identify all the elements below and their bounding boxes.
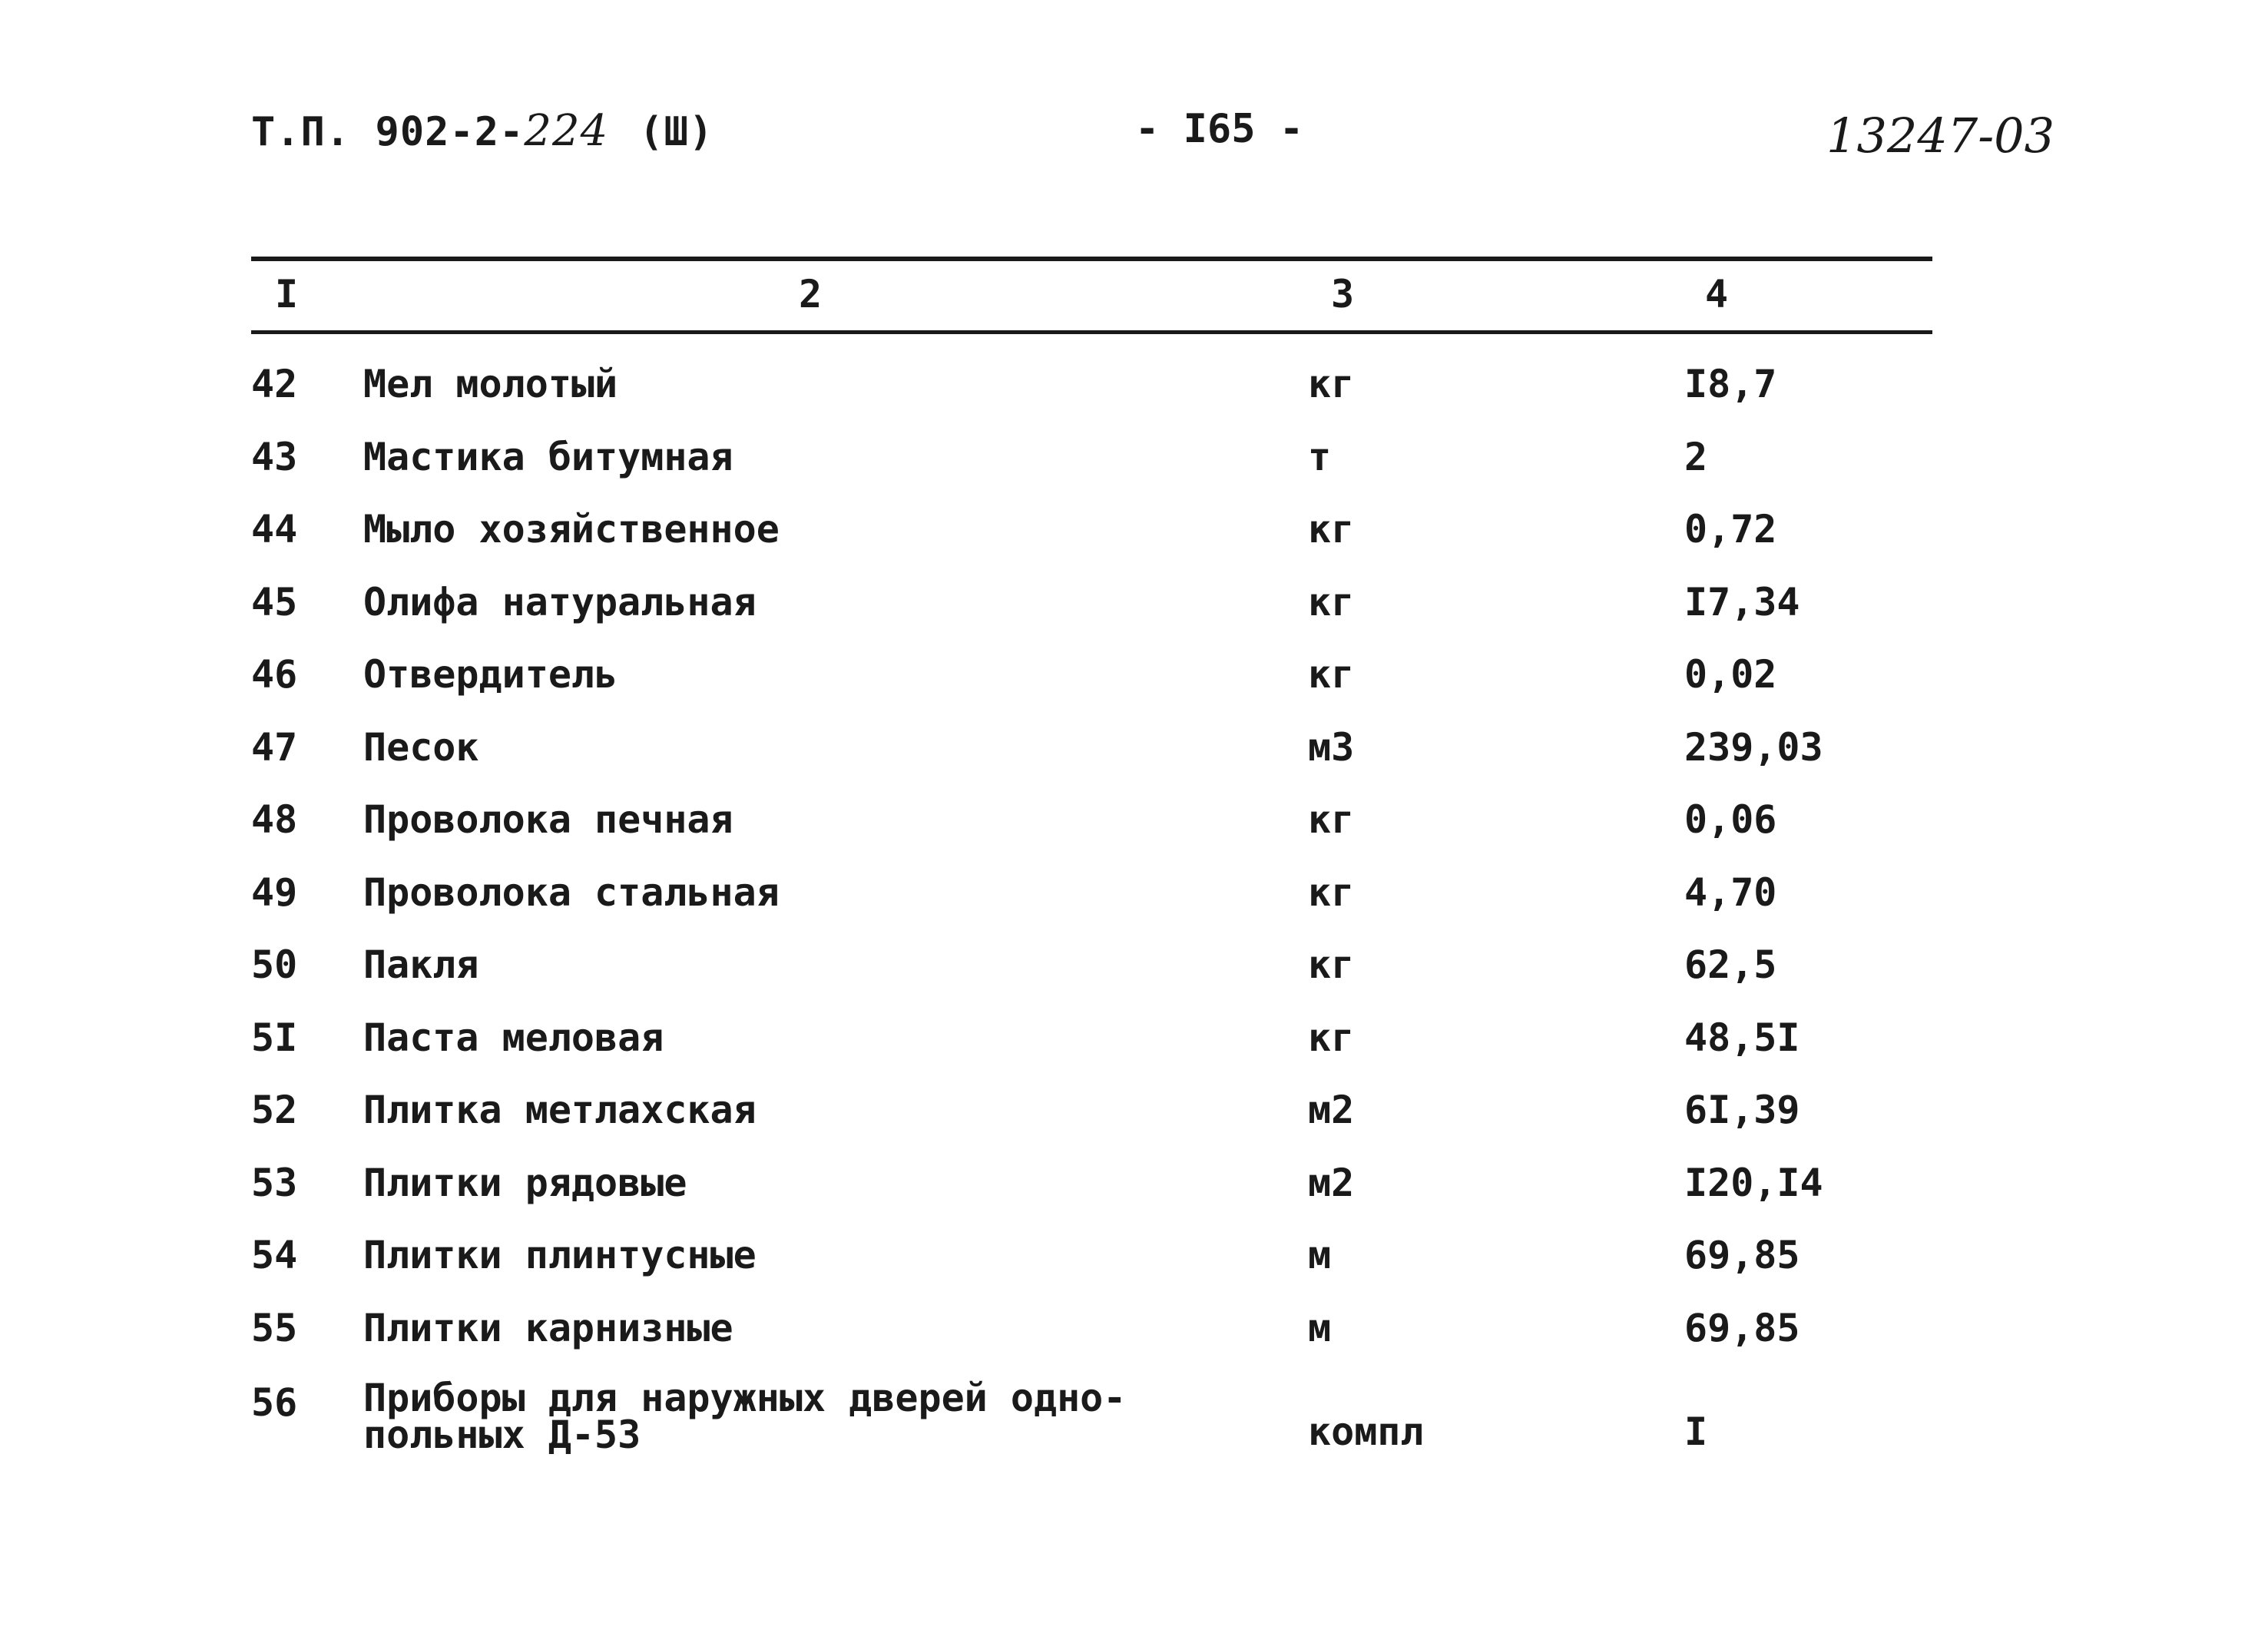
unit: кг [1308, 362, 1355, 406]
material-name-line-2: польных Д-53 [363, 1413, 641, 1457]
row-number: 43 [251, 435, 298, 479]
quantity: 0,02 [1684, 652, 1777, 697]
material-name: Проволока печная [363, 797, 733, 842]
quantity: I20,I4 [1684, 1161, 1823, 1205]
row-number: 42 [251, 362, 298, 406]
unit: м2 [1308, 1161, 1355, 1205]
unit: м3 [1308, 725, 1355, 770]
table-top-rule [251, 257, 1932, 261]
table-row [0, 579, 2268, 625]
unit: кг [1308, 942, 1355, 987]
quantity: 62,5 [1684, 942, 1777, 987]
column-header-4: 4 [1705, 272, 1729, 316]
table-row [0, 1015, 2268, 1061]
document-series: (Ш) [639, 109, 714, 155]
material-name: Мыло хозяйственное [363, 507, 780, 552]
unit: кг [1308, 580, 1355, 624]
unit: м [1308, 1233, 1332, 1277]
quantity: 69,85 [1684, 1233, 1800, 1277]
table-row [0, 942, 2268, 988]
document-code-handwritten-suffix: 224 [524, 106, 609, 156]
material-name: Плитки плинтусные [363, 1233, 757, 1277]
material-name: Плитки карнизные [363, 1306, 733, 1350]
material-name: Отвердитель [363, 652, 618, 697]
quantity: 2 [1684, 435, 1708, 479]
table-row [0, 1376, 2268, 1457]
material-name [363, 1376, 1285, 1457]
row-number: 54 [251, 1233, 298, 1277]
table-row [0, 361, 2268, 407]
material-name: Проволока стальная [363, 870, 780, 915]
row-number: 44 [251, 507, 298, 552]
table-row [0, 724, 2268, 770]
material-name: Плитка метлахская [363, 1088, 757, 1132]
row-number: 47 [251, 725, 298, 770]
table-row [0, 1232, 2268, 1278]
unit: т [1308, 435, 1332, 479]
row-number: 55 [251, 1306, 298, 1350]
unit: кг [1308, 870, 1355, 915]
column-header-1: I [275, 272, 299, 316]
quantity: 239,03 [1684, 725, 1823, 770]
row-number: 50 [251, 942, 298, 987]
quantity: 4,70 [1684, 870, 1777, 915]
row-number: 53 [251, 1161, 298, 1205]
quantity: 0,06 [1684, 797, 1777, 842]
unit: кг [1308, 507, 1355, 552]
quantity: 69,85 [1684, 1306, 1800, 1350]
material-name: Плитки рядовые [363, 1161, 687, 1205]
material-name: Мел молотый [363, 362, 618, 406]
quantity: I8,7 [1684, 362, 1777, 406]
column-header-3: 3 [1331, 272, 1355, 316]
row-number: 46 [251, 652, 298, 697]
material-name: Мастика битумная [363, 435, 733, 479]
column-header-2: 2 [799, 272, 823, 316]
material-name: Пакля [363, 942, 479, 987]
unit: компл [1308, 1409, 1424, 1454]
quantity: 48,5I [1684, 1015, 1800, 1060]
table-row [0, 1160, 2268, 1206]
table-row [0, 434, 2268, 480]
material-name-line-1: Приборы для наружных дверей одно- [363, 1376, 1127, 1420]
table-row [0, 1087, 2268, 1133]
material-name: Песок [363, 725, 479, 770]
quantity: I7,34 [1684, 580, 1800, 624]
row-number: 52 [251, 1088, 298, 1132]
unit: м2 [1308, 1088, 1355, 1132]
quantity: 0,72 [1684, 507, 1777, 552]
document-code [251, 106, 714, 156]
unit: кг [1308, 1015, 1355, 1060]
material-name: Паста меловая [363, 1015, 664, 1060]
unit: кг [1308, 797, 1355, 842]
quantity: 6I,39 [1684, 1088, 1800, 1132]
table-header-rule [251, 330, 1932, 334]
archive-number: 13247-03 [1826, 108, 2055, 164]
table-row [0, 651, 2268, 697]
quantity: I [1684, 1409, 1708, 1454]
row-number: 5I [251, 1015, 298, 1060]
row-number: 56 [251, 1380, 298, 1425]
page-number: - I65 - [1135, 106, 1304, 152]
unit: м [1308, 1306, 1332, 1350]
table-row [0, 1305, 2268, 1351]
unit: кг [1308, 652, 1355, 697]
row-number: 49 [251, 870, 298, 915]
material-name: Олифа натуральная [363, 580, 757, 624]
table-row [0, 797, 2268, 843]
table-row [0, 869, 2268, 916]
document-code-prefix: Т.П. 902-2- [251, 109, 525, 155]
row-number: 45 [251, 580, 298, 624]
table-row [0, 506, 2268, 552]
row-number: 48 [251, 797, 298, 842]
